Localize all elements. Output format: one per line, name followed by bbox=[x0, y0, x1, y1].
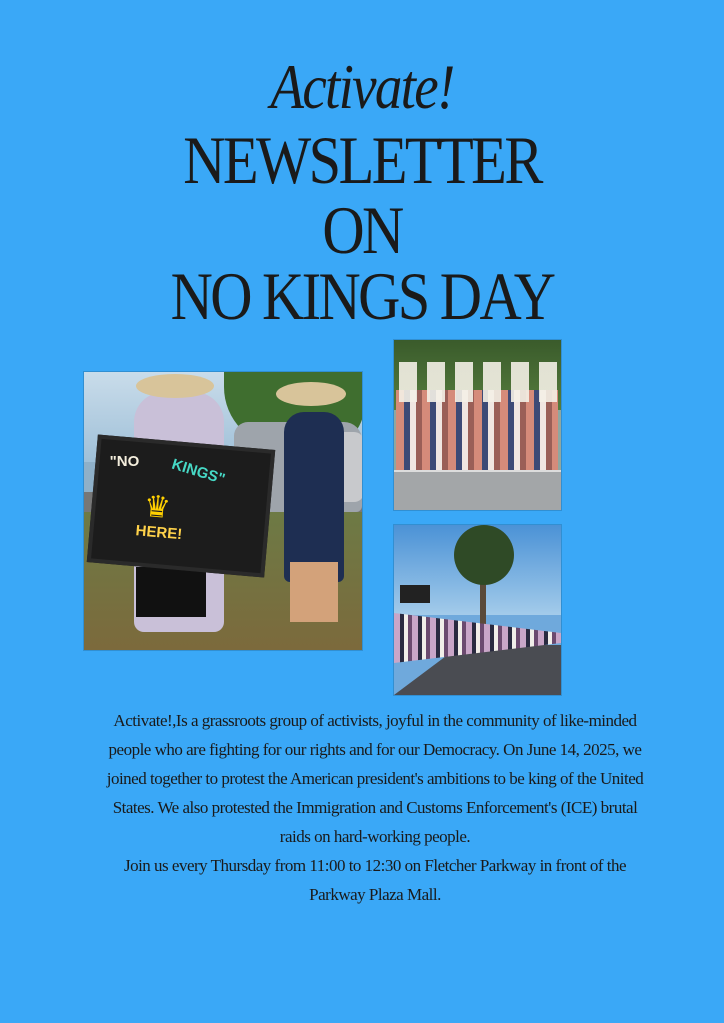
sign-text-here: HERE! bbox=[134, 522, 183, 544]
body-paragraph: Activate!,Is a grassroots group of activists, joyful in the community of like-minded people who are fighting for our rights and for our Democracy. On June 14, 2025, we joined together to protest the American president's ambitions to be king of the United States. We also protested the Immigration and Customs Enforcement's (ICE) brutal raids on hard-working people. bbox=[106, 711, 644, 846]
newsletter-body bbox=[104, 706, 646, 909]
no-kings-sign bbox=[87, 434, 275, 577]
sign-text-kings: KINGS" bbox=[169, 455, 227, 488]
sign-text-no: "NO bbox=[109, 452, 140, 470]
photo-woman-with-sign bbox=[84, 372, 362, 650]
crown-icon: ♛ bbox=[142, 489, 173, 526]
photo-protest-line bbox=[394, 525, 561, 695]
brand-title: Activate! bbox=[270, 51, 454, 122]
body-invitation: Join us every Thursday from 11:00 to 12:30 on Fletcher Parkway in front of the Parkway Plaza Mall. bbox=[123, 856, 627, 904]
headline-on: ON bbox=[322, 192, 402, 268]
headline-no-kings-day: NO KINGS DAY bbox=[170, 258, 554, 334]
headline-newsletter: NEWSLETTER bbox=[183, 122, 541, 198]
protester-figure bbox=[284, 412, 344, 582]
photo-crowd-sidewalk bbox=[394, 340, 561, 510]
